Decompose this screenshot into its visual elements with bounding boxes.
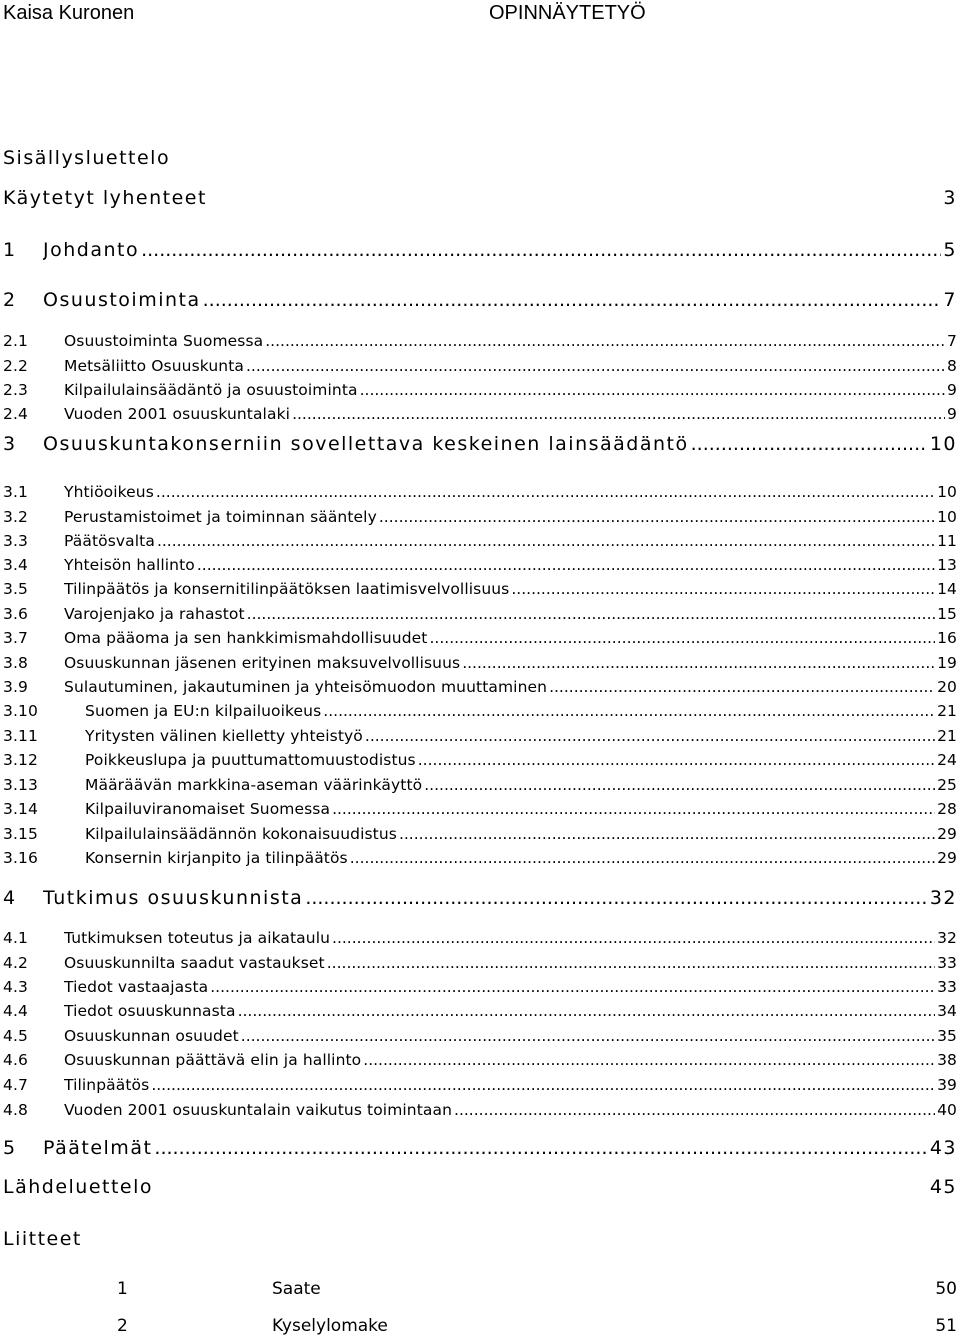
toc-entry[interactable] xyxy=(0,651,960,675)
toc-entry-leader xyxy=(691,433,928,455)
toc-entry-page: 9 xyxy=(947,405,957,423)
toc-entry-number: 3 xyxy=(3,433,17,455)
toc-entry-title: Osuustoiminta xyxy=(43,289,201,311)
toc-entry[interactable] xyxy=(0,822,960,846)
toc-entry-leader xyxy=(462,654,935,672)
toc-entry-number: 2 xyxy=(3,289,17,311)
toc-entry-leader xyxy=(238,1002,936,1020)
toc-entry-page: 35 xyxy=(937,1027,957,1045)
toc-entry-title: Käytetyt lyhenteet xyxy=(3,187,207,209)
toc-entry-title: Tilinpäätös xyxy=(64,1076,150,1094)
appendix-page: 51 xyxy=(935,1316,957,1336)
toc-entry-page: 15 xyxy=(937,605,957,623)
toc-entry-page: 28 xyxy=(937,800,957,818)
toc-entry-title: Johdanto xyxy=(43,239,140,261)
toc-entry-page: 8 xyxy=(947,357,957,375)
toc-entry-title: Yhteisön hallinto xyxy=(64,556,195,574)
toc-entry[interactable] xyxy=(0,1073,960,1097)
toc-entry-leader xyxy=(379,508,935,526)
toc-entry-page: 25 xyxy=(937,776,957,794)
toc-entry[interactable] xyxy=(0,886,960,910)
toc-entry-title: Oma pääoma ja sen hankkimismahdollisuudet xyxy=(64,629,428,647)
toc-entry-leader xyxy=(429,629,935,647)
toc-entry-title: Osuuskunnilta saadut vastaukset xyxy=(64,954,325,972)
toc-entry-number: 3.12 xyxy=(3,751,38,769)
toc-entry[interactable] xyxy=(0,846,960,870)
toc-entry-number: 3.10 xyxy=(3,702,38,720)
toc-entry[interactable] xyxy=(0,402,960,426)
toc-entry-number: 3.9 xyxy=(3,678,28,696)
toc-entry-page: 32 xyxy=(937,929,957,947)
appendix-number: 2 xyxy=(117,1316,128,1336)
toc-entry-leader xyxy=(292,405,945,423)
toc-entry-title: Perustamistoimet ja toiminnan sääntely xyxy=(64,508,377,526)
toc-entry[interactable] xyxy=(0,951,960,975)
toc-entry-page: 19 xyxy=(937,654,957,672)
toc-entry[interactable] xyxy=(0,577,960,601)
toc-entry-title: Osuuskunnan jäsenen erityinen maksuvelvollisuus xyxy=(64,654,461,672)
toc-entry-leader xyxy=(197,556,935,574)
toc-entry-page: 38 xyxy=(937,1051,957,1069)
toc-entry-title: Poikkeuslupa ja puuttumattomuustodistus xyxy=(85,751,416,769)
toc-entry-number: 2.4 xyxy=(3,405,28,423)
toc-entry-leader xyxy=(203,289,942,311)
toc-entry-number: 3.7 xyxy=(3,629,28,647)
toc-entry[interactable] xyxy=(0,529,960,553)
toc-entry-title: Tiedot vastaajasta xyxy=(64,978,209,996)
toc-entry[interactable] xyxy=(0,553,960,577)
toc-entry-number: 3.14 xyxy=(3,800,38,818)
toc-entry-title: Konsernin kirjanpito ja tilinpäätös xyxy=(85,849,348,867)
appendix-title-text: Kyselylomake xyxy=(272,1316,388,1336)
toc-entry-number: 3.11 xyxy=(3,727,38,745)
toc-title-text: Sisällysluettelo xyxy=(3,147,171,169)
toc-entry-page: 14 xyxy=(937,580,957,598)
toc-entry[interactable] xyxy=(0,1048,960,1072)
toc-entry-title: Lähdeluettelo xyxy=(3,1176,154,1198)
toc-entry-number: 2.1 xyxy=(3,332,28,350)
toc-entry-page: 33 xyxy=(937,954,957,972)
toc-entry-leader xyxy=(265,332,945,350)
toc-entry-title: Suomen ja EU:n kilpailuoikeus xyxy=(85,702,322,720)
toc-entry-leader xyxy=(327,954,935,972)
toc-entry-leader xyxy=(360,381,945,399)
toc-entry-page: 33 xyxy=(937,978,957,996)
toc-entry-title: Tutkimus osuuskunnista xyxy=(43,887,304,909)
toc-entry-number: 3.6 xyxy=(3,605,28,623)
toc-entry-number: 4.6 xyxy=(3,1051,28,1069)
toc-entry[interactable] xyxy=(0,626,960,650)
toc-entry-title: Vuoden 2001 osuuskuntalain vaikutus toimintaan xyxy=(64,1101,453,1119)
toc-entry-page: 24 xyxy=(937,751,957,769)
toc-entry[interactable] xyxy=(0,1024,960,1048)
toc-entry-title: Vuoden 2001 osuuskuntalaki xyxy=(64,405,291,423)
toc-entry-number: 4.4 xyxy=(3,1002,28,1020)
toc-entry-leader xyxy=(363,1051,935,1069)
toc-entry-page: 13 xyxy=(937,556,957,574)
toc-entry-number: 3.15 xyxy=(3,825,38,843)
appendix-page: 50 xyxy=(935,1279,957,1299)
header-author: Kaisa Kuronen xyxy=(3,2,135,24)
toc-entry-page: 20 xyxy=(937,678,957,696)
toc-entry[interactable] xyxy=(0,675,960,699)
toc-entry[interactable] xyxy=(0,186,960,210)
toc-entry-leader xyxy=(246,357,945,375)
toc-entry-number: 4.7 xyxy=(3,1076,28,1094)
toc-entry-page: 21 xyxy=(937,727,957,745)
toc-entry-page: 11 xyxy=(937,532,957,550)
toc-entry-title: Varojenjako ja rahastot xyxy=(64,605,245,623)
header-doc-type: OPINNÄYTETYÖ xyxy=(489,2,646,24)
toc-entry-number: 4.2 xyxy=(3,954,28,972)
toc-entry-title: Osuuskunnan päättävä elin ja hallinto xyxy=(64,1051,362,1069)
toc-entry-title: Osuuskuntakonserniin sovellettava keskeinen lainsäädäntö xyxy=(43,433,689,455)
toc-entry-leader xyxy=(332,929,935,947)
toc-entry-leader xyxy=(151,1076,935,1094)
toc-entry-leader xyxy=(154,1137,927,1159)
toc-entry[interactable] xyxy=(0,1175,960,1199)
toc-entry[interactable] xyxy=(0,724,960,748)
toc-entry-leader xyxy=(156,483,935,501)
toc-entry-title: Osuustoiminta Suomessa xyxy=(64,332,264,350)
toc-entry-title: Metsäliitto Osuuskunta xyxy=(64,357,244,375)
toc-entry-page: 40 xyxy=(937,1101,957,1119)
toc-entry-title: Tiedot osuuskunnasta xyxy=(64,1002,236,1020)
toc-entry-number: 3.16 xyxy=(3,849,38,867)
toc-entry-page: 10 xyxy=(937,483,957,501)
appendix-number: 1 xyxy=(117,1279,128,1299)
toc-entry-page: 5 xyxy=(943,239,957,261)
toc-entry-leader xyxy=(399,825,935,843)
toc-entry-leader xyxy=(141,239,941,261)
toc-entry[interactable] xyxy=(0,748,960,772)
toc-entry-leader xyxy=(305,887,928,909)
toc-entry-number: 3.1 xyxy=(3,483,28,501)
toc-entry-leader xyxy=(350,849,935,867)
toc-entry-leader xyxy=(247,605,935,623)
toc-entry-page: 39 xyxy=(937,1076,957,1094)
toc-entry-title: Sulautuminen, jakautuminen ja yhteisömuodon muuttaminen xyxy=(64,678,548,696)
toc-entry-page: 43 xyxy=(929,1137,957,1159)
toc-entry-page: 34 xyxy=(937,1002,957,1020)
toc-entry-number: 2.2 xyxy=(3,357,28,375)
toc-entry-title: Päätelmät xyxy=(43,1137,153,1159)
toc-entry[interactable] xyxy=(0,926,960,950)
toc-entry-page: 29 xyxy=(937,825,957,843)
toc-entry-number: 4.5 xyxy=(3,1027,28,1045)
toc-entry[interactable] xyxy=(0,797,960,821)
appendix-title xyxy=(0,1227,960,1251)
toc-entry-number: 3.4 xyxy=(3,556,28,574)
toc-entry[interactable] xyxy=(0,773,960,797)
toc-entry-leader xyxy=(549,678,935,696)
toc-entry[interactable] xyxy=(0,999,960,1023)
toc-entry-title: Tilinpäätös ja konsernitilinpäätöksen laatimisvelvollisuus xyxy=(64,580,510,598)
toc-entry-title: Kilpailuviranomaiset Suomessa xyxy=(85,800,331,818)
toc-entry-page: 10 xyxy=(937,508,957,526)
toc-entry-page: 9 xyxy=(947,381,957,399)
toc-entry-number: 5 xyxy=(3,1137,17,1159)
toc-entry[interactable] xyxy=(0,432,960,456)
toc-entry[interactable] xyxy=(0,378,960,402)
appendix-title-text: Liitteet xyxy=(3,1228,82,1250)
appendix-title-text: Saate xyxy=(272,1279,321,1299)
toc-entry-title: Tutkimuksen toteutus ja aikataulu xyxy=(64,929,331,947)
toc-entry-number: 3.8 xyxy=(3,654,28,672)
toc-entry-leader xyxy=(424,776,935,794)
toc-entry-leader xyxy=(365,727,935,745)
toc-entry-number: 3.3 xyxy=(3,532,28,550)
toc-entry[interactable] xyxy=(0,1098,960,1122)
toc-entry-title: Määräävän markkina-aseman väärinkäyttö xyxy=(85,776,423,794)
toc-entry-leader xyxy=(157,532,935,550)
toc-entry-number: 1 xyxy=(3,239,17,261)
toc-entry[interactable] xyxy=(0,480,960,504)
toc-entry-title: Kilpailulainsäädäntö ja osuustoiminta xyxy=(64,381,358,399)
toc-entry-number: 4 xyxy=(3,887,17,909)
toc-entry-title: Yhtiöoikeus xyxy=(64,483,154,501)
toc-entry[interactable] xyxy=(0,238,960,262)
toc-entry-number: 3.2 xyxy=(3,508,28,526)
toc-entry-number: 3.5 xyxy=(3,580,28,598)
toc-entry-page: 29 xyxy=(937,849,957,867)
toc-entry-leader xyxy=(418,751,935,769)
toc-entry-number: 4.8 xyxy=(3,1101,28,1119)
toc-entry-page: 21 xyxy=(937,702,957,720)
toc-entry-leader xyxy=(511,580,935,598)
toc-entry[interactable] xyxy=(0,288,960,312)
toc-entry-page: 7 xyxy=(947,332,957,350)
toc-entry-leader xyxy=(210,978,935,996)
toc-entry-title: Päätösvalta xyxy=(64,532,155,550)
toc-entry-page: 10 xyxy=(929,433,957,455)
toc-title xyxy=(0,146,960,170)
toc-entry-title: Kilpailulainsäädännön kokonaisuudistus xyxy=(85,825,397,843)
toc-entry-page: 32 xyxy=(929,887,957,909)
toc-entry-title: Osuuskunnan osuudet xyxy=(64,1027,239,1045)
toc-entry-leader xyxy=(323,702,935,720)
toc-entry-number: 2.3 xyxy=(3,381,28,399)
toc-entry-leader xyxy=(454,1101,935,1119)
toc-entry-number: 3.13 xyxy=(3,776,38,794)
toc-entry-page: 7 xyxy=(943,289,957,311)
toc-entry[interactable] xyxy=(0,975,960,999)
toc-entry[interactable] xyxy=(0,602,960,626)
toc-entry-page: 45 xyxy=(929,1176,957,1198)
toc-entry-page: 16 xyxy=(937,629,957,647)
toc-entry-page: 3 xyxy=(943,187,957,209)
toc-entry[interactable] xyxy=(0,329,960,353)
toc-entry-number: 4.3 xyxy=(3,978,28,996)
toc-entry-title: Yritysten välinen kielletty yhteistyö xyxy=(85,727,363,745)
toc-entry-leader xyxy=(332,800,935,818)
toc-entry[interactable] xyxy=(0,354,960,378)
toc-entry-leader xyxy=(241,1027,935,1045)
toc-entry-number: 4.1 xyxy=(3,929,28,947)
toc-entry[interactable] xyxy=(0,699,960,723)
toc-entry[interactable] xyxy=(0,1136,960,1160)
toc-entry[interactable] xyxy=(0,505,960,529)
